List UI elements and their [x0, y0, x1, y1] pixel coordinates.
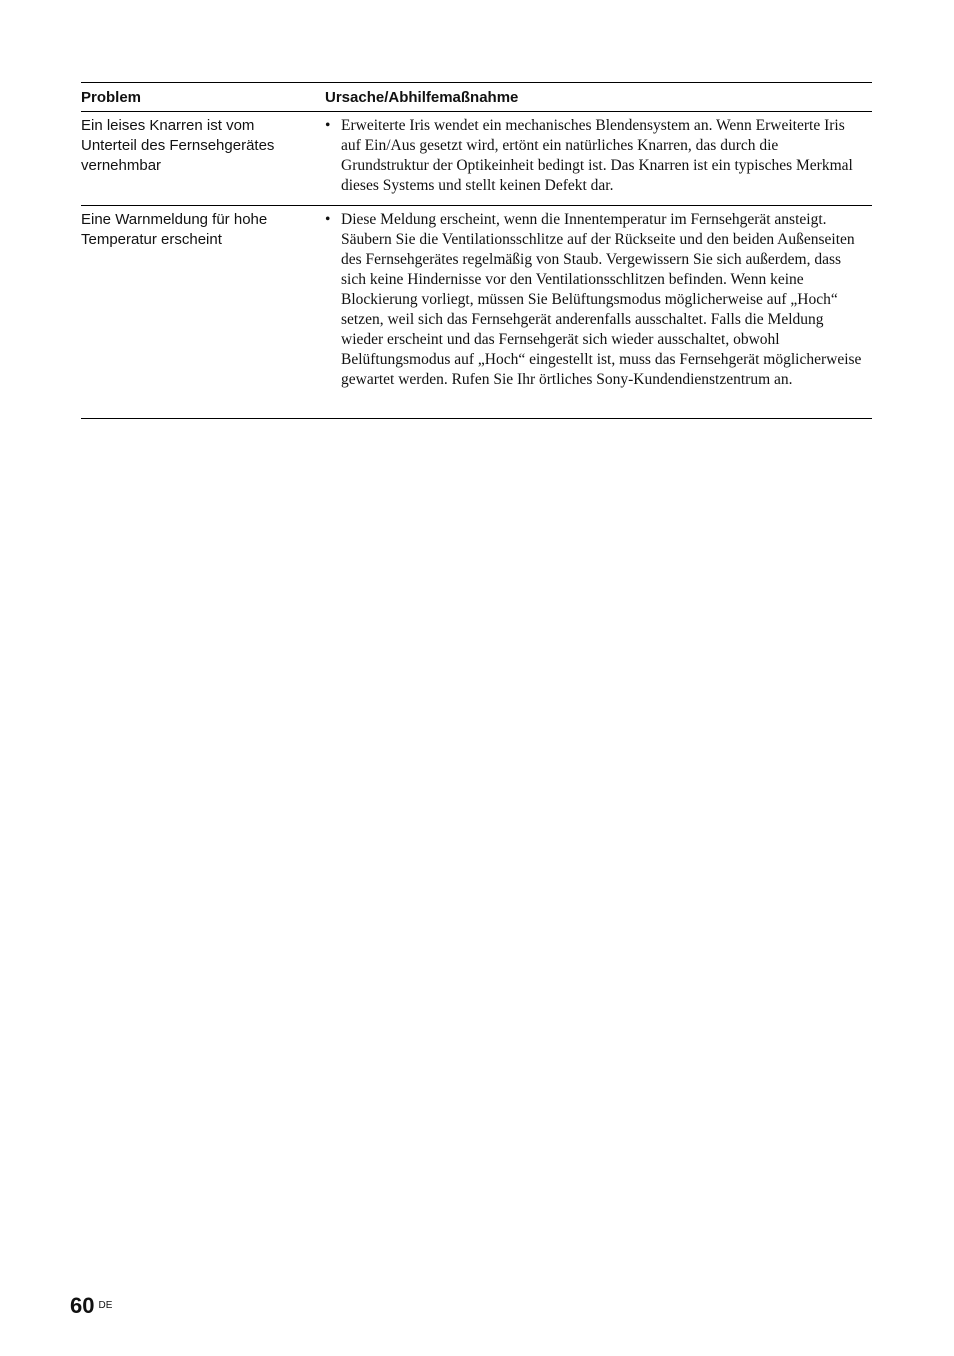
bullet-icon: •: [325, 211, 331, 228]
table-row: [81, 206, 872, 419]
page-number: 60: [70, 1293, 95, 1318]
header-problem: Problem: [81, 88, 142, 106]
cause-cell: [325, 206, 872, 418]
bullet-item: [325, 210, 866, 390]
problem-cell: Eine Warnmeldung für hohe Temperatur erscheint: [81, 211, 268, 248]
problem-cell: Ein leises Knarren ist vom Unterteil des Fernsehgerätes vernehmbar: [81, 117, 275, 174]
language-code: DE: [98, 1300, 113, 1311]
table-row: [81, 112, 872, 206]
bullet-icon: •: [325, 117, 331, 134]
cause-text: Erweiterte Iris wendet ein mechanisches Blendensystem an. Wenn Erweiterte Iris auf Ein/Aus gesetzt wird, ertönt ein natürliches Knarren, das durch die Grundstruktur der Optikeinheit bedingt ist. Das Knarren ist ein typisches Merkmal dieses Systems und stellt keinen Defekt dar.: [341, 117, 853, 194]
troubleshooting-table: [81, 82, 872, 419]
cause-cell: [325, 112, 872, 205]
header-cause: Ursache/Abhilfemaßnahme: [325, 88, 519, 106]
cause-text: Diese Meldung erscheint, wenn die Innentemperatur im Fernsehgerät ansteigt. Säubern Sie die Ventilationsschlitze auf der Rückseite und den beiden Außenseiten des Fernsehgerätes regelmäßig von Staub. Vergewissern Sie sich außerdem, dass sich keine Hindernisse vor den Ventilationsschlitzen befinden. Wenn keine Blockierung vorliegt, müssen Sie Belüftungsmodus möglicherweise auf „Hoch“ setzen, weil sich das Fernsehgerät anderenfalls ausschaltet. Falls die Meldung wieder erscheint und das Fernsehgerät sich wieder ausschaltet, obwohl Belüftungsmodus auf „Hoch“ eingestellt ist, muss das Fernsehgerät möglicherweise gewartet werden. Rufen Sie Ihr örtliches Sony-Kundendienstzentrum an.: [341, 211, 862, 388]
table-header-row: [81, 83, 872, 112]
bullet-item: [325, 116, 866, 196]
page-footer: [70, 1293, 112, 1319]
